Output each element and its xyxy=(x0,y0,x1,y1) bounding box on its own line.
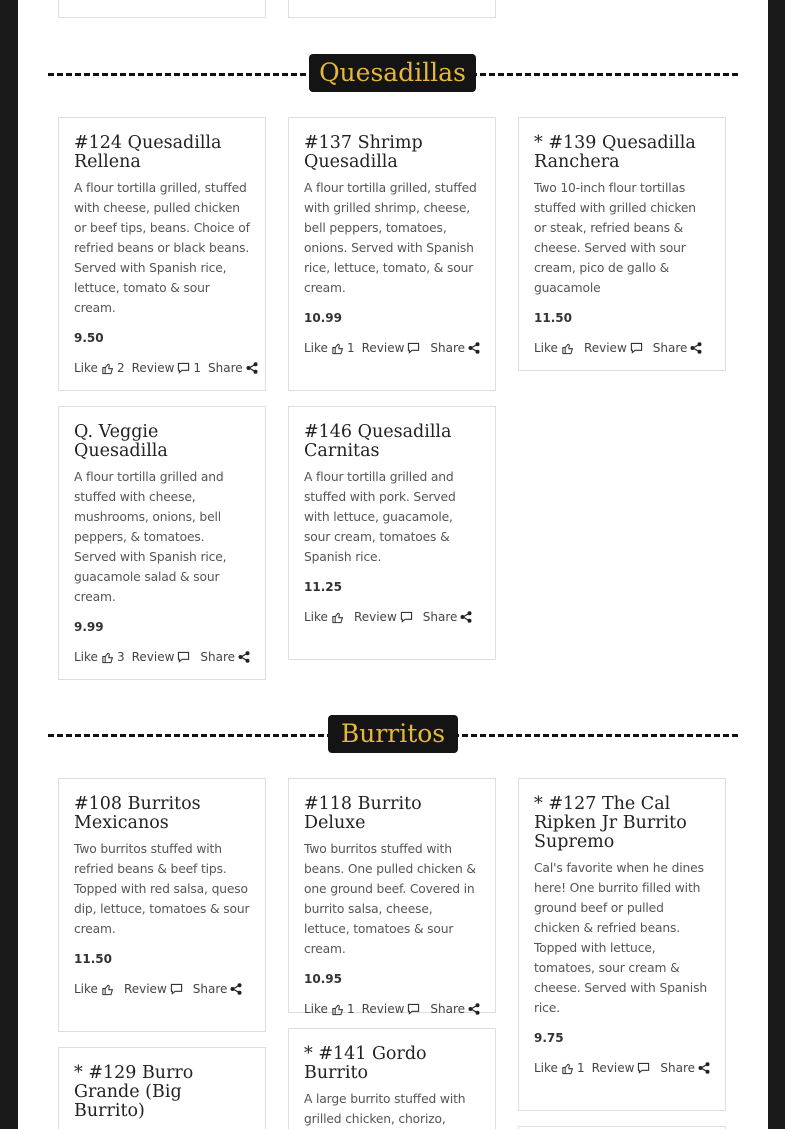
share-label: Share xyxy=(200,650,236,664)
review-label: Review xyxy=(591,1061,635,1075)
like-count: 1 xyxy=(576,1061,585,1075)
thumbs-up-icon xyxy=(101,362,114,375)
section-title: Burritos xyxy=(328,715,458,753)
like-count: 2 xyxy=(116,361,125,375)
like-button[interactable] xyxy=(304,341,355,355)
menu-page xyxy=(18,0,768,1129)
like-label: Like xyxy=(74,982,98,996)
like-label: Like xyxy=(74,361,98,375)
item-title: * #129 Burro Grande (Big Burrito) xyxy=(74,1063,194,1121)
menu-item-card xyxy=(518,117,726,371)
item-description: A flour tortilla grilled, stuffed with grilled shrimp, cheese, bell peppers, tomatoes, onions. Served with Spanish rice, lettuce, tomato, & sour cream. xyxy=(304,181,477,295)
menu-item-card xyxy=(58,1047,266,1129)
share-icon xyxy=(230,983,242,995)
share-button[interactable] xyxy=(200,650,250,664)
like-button[interactable] xyxy=(74,650,125,664)
item-description: A flour tortilla grilled and stuffed with cheese, mushrooms, onions, bell peppers, & tomatoes. Served with Spanish rice, guacamole salad & sour cream. xyxy=(74,470,227,604)
menu-item-card xyxy=(58,406,266,680)
review-button[interactable] xyxy=(362,1002,424,1016)
comment-icon xyxy=(630,342,643,354)
item-title: #118 Burrito Deluxe xyxy=(304,794,422,833)
review-label: Review xyxy=(361,341,405,355)
review-button[interactable] xyxy=(354,610,416,624)
item-actions xyxy=(74,979,250,999)
section-title: Quesadillas xyxy=(309,54,476,92)
share-label: Share xyxy=(652,341,688,355)
item-description: Cal's favorite when he dines here! One burrito filled with ground beef or pulled chicken & refried beans. Topped with lettuce, tomatoes, sour cream & cheese. Served with Spanish rice. xyxy=(534,861,707,1015)
share-icon xyxy=(468,342,480,354)
item-description: Two burritos stuffed with beans. One pulled chicken & one ground beef. Covered in burrito salsa, cheese, lettuce, tomatoes & sour cream. xyxy=(304,842,476,956)
like-count: 1 xyxy=(346,1002,355,1016)
item-price: 10.99 xyxy=(304,311,342,325)
menu-item-card xyxy=(288,778,496,1016)
review-button[interactable] xyxy=(132,650,194,664)
comment-icon xyxy=(177,651,190,663)
like-count: 3 xyxy=(116,650,125,664)
review-button[interactable] xyxy=(132,361,201,375)
item-title: #146 Quesadilla Carnitas xyxy=(304,422,452,461)
share-icon xyxy=(246,362,258,374)
review-label: Review xyxy=(583,341,627,355)
item-actions xyxy=(304,338,480,358)
review-label: Review xyxy=(361,1002,405,1016)
item-description: A large burrito stuffed with grilled chicken, chorizo, xyxy=(304,1092,466,1126)
item-actions xyxy=(534,338,710,358)
share-button[interactable] xyxy=(423,610,473,624)
share-icon xyxy=(460,611,472,623)
thumbs-up-icon xyxy=(331,1003,344,1016)
section-divider xyxy=(48,58,738,87)
thumbs-up-icon xyxy=(331,342,344,355)
review-count: 1 xyxy=(193,361,202,375)
item-price: 11.50 xyxy=(534,311,572,325)
item-actions xyxy=(534,1058,710,1078)
comment-icon xyxy=(407,342,420,354)
like-button[interactable] xyxy=(74,361,125,375)
menu-item-card xyxy=(58,0,266,18)
item-title: #108 Burritos Mexicanos xyxy=(74,794,201,833)
thumbs-up-icon xyxy=(561,1062,574,1075)
item-price: 11.50 xyxy=(74,952,112,966)
review-label: Review xyxy=(131,361,175,375)
menu-item-card xyxy=(58,778,266,1032)
item-description: A flour tortilla grilled, stuffed with cheese, pulled chicken or beef tips, beans. Choice of refried beans or black beans. Served with Spanish rice, lettuce, tomato & sour cream. xyxy=(74,181,250,315)
item-title: * #127 The Cal Ripken Jr Burrito Supremo xyxy=(534,794,687,852)
like-label: Like xyxy=(534,1061,558,1075)
like-label: Like xyxy=(74,650,98,664)
thumbs-up-icon xyxy=(101,983,114,996)
review-button[interactable] xyxy=(124,982,186,996)
item-actions xyxy=(304,999,480,1019)
menu-item-card xyxy=(288,117,496,391)
like-button[interactable] xyxy=(534,341,577,355)
share-label: Share xyxy=(430,341,466,355)
menu-item-card xyxy=(288,0,496,18)
share-icon xyxy=(698,1062,710,1074)
comment-icon xyxy=(407,1003,420,1015)
comment-icon xyxy=(400,611,413,623)
review-label: Review xyxy=(353,610,397,624)
review-button[interactable] xyxy=(584,341,646,355)
item-title: Q. Veggie Quesadilla xyxy=(74,422,168,461)
like-count: 1 xyxy=(346,341,355,355)
item-description: Two 10-inch flour tortillas stuffed with grilled chicken or steak, refried beans & cheese. Served with sour cream, pico de gallo & guacamole xyxy=(534,181,696,295)
review-label: Review xyxy=(123,982,167,996)
item-title: * #141 Gordo Burrito xyxy=(304,1044,427,1083)
menu-item-card xyxy=(58,117,266,391)
like-label: Like xyxy=(304,610,328,624)
menu-item-card xyxy=(288,1028,496,1129)
item-price: 11.25 xyxy=(304,580,342,594)
share-label: Share xyxy=(208,361,243,375)
share-button[interactable] xyxy=(430,1002,480,1016)
item-actions xyxy=(74,358,250,378)
like-label: Like xyxy=(304,341,328,355)
like-label: Like xyxy=(534,341,558,355)
review-button[interactable] xyxy=(362,341,424,355)
share-button[interactable] xyxy=(653,341,703,355)
share-label: Share xyxy=(422,610,458,624)
item-actions xyxy=(304,607,480,627)
share-label: Share xyxy=(192,982,228,996)
share-button[interactable] xyxy=(660,1061,710,1075)
review-label: Review xyxy=(131,650,175,664)
like-button[interactable] xyxy=(534,1061,585,1075)
share-button[interactable] xyxy=(193,982,243,996)
item-price: 10.95 xyxy=(304,972,342,986)
item-title: #137 Shrimp Quesadilla xyxy=(304,133,423,172)
item-description: A flour tortilla grilled and stuffed with pork. Served with lettuce, guacamole, sour cream, tomatoes & Spanish rice. xyxy=(304,470,456,564)
comment-icon xyxy=(177,362,190,374)
item-title: #124 Quesadilla Rellena xyxy=(74,133,222,172)
like-label: Like xyxy=(304,1002,328,1016)
like-button[interactable] xyxy=(304,1002,355,1016)
item-price: 9.50 xyxy=(74,331,104,345)
share-label: Share xyxy=(660,1061,696,1075)
item-price: 9.75 xyxy=(534,1031,564,1045)
section-divider xyxy=(48,719,738,748)
item-price: 9.99 xyxy=(74,620,104,634)
like-button[interactable] xyxy=(74,982,117,996)
item-actions xyxy=(74,647,250,667)
thumbs-up-icon xyxy=(561,342,574,355)
share-label: Share xyxy=(430,1002,466,1016)
review-button[interactable] xyxy=(592,1061,654,1075)
thumbs-up-icon xyxy=(331,611,344,624)
comment-icon xyxy=(637,1062,650,1074)
comment-icon xyxy=(170,983,183,995)
like-button[interactable] xyxy=(304,610,347,624)
share-icon xyxy=(238,651,250,663)
share-button[interactable] xyxy=(430,341,480,355)
share-icon xyxy=(468,1003,480,1015)
menu-item-card xyxy=(288,406,496,660)
item-description: Two burritos stuffed with refried beans & beef tips. Topped with red salsa, queso dip, lettuce, tomatoes & sour cream. xyxy=(74,842,250,936)
share-button[interactable] xyxy=(208,361,258,375)
item-title: * #139 Quesadilla Ranchera xyxy=(534,133,696,172)
thumbs-up-icon xyxy=(101,651,114,664)
share-icon xyxy=(690,342,702,354)
menu-item-card xyxy=(518,778,726,1111)
